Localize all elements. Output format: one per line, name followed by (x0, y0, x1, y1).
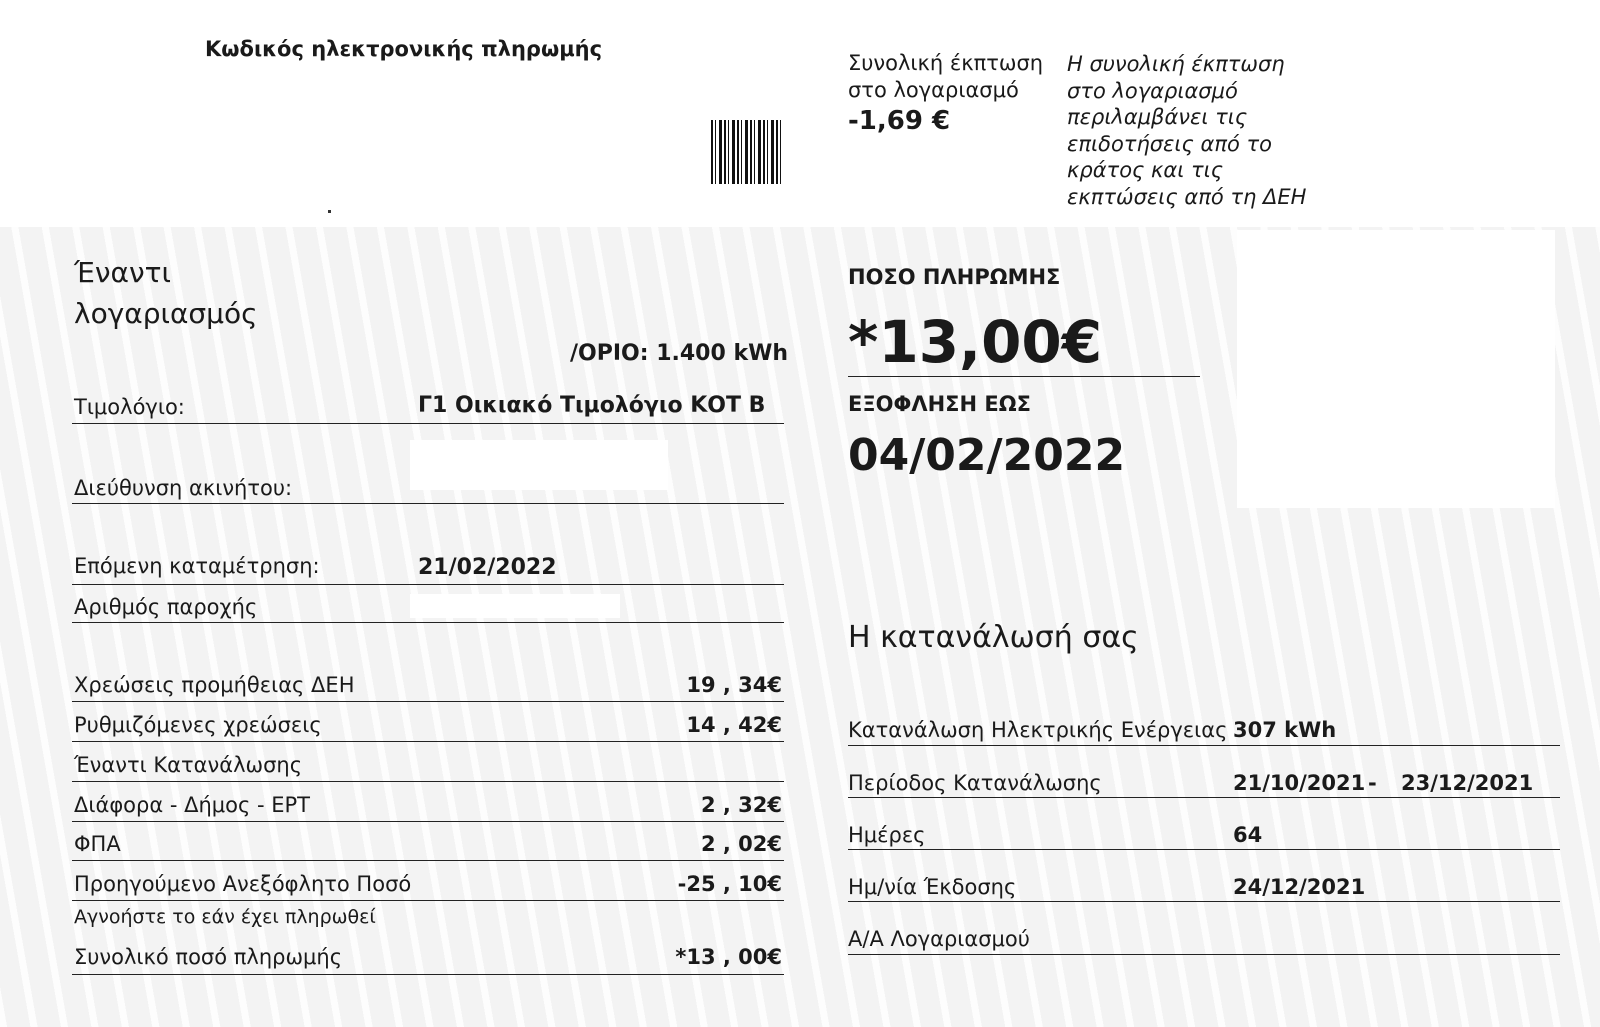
epayment-code-label: Κωδικός ηλεκτρονικής πληρωμής (205, 37, 603, 61)
supply-number-label: Αριθμός παροχής (74, 595, 258, 619)
total-underline (72, 974, 784, 975)
payment-amount-value: *13,00€ (848, 308, 1103, 376)
consumption-limit: /ΟΡΙΟ: 1.400 kWh (570, 341, 789, 366)
period-dash: - (1368, 771, 1377, 795)
charge-value-vat: 2 , 02€ (700, 832, 782, 856)
charge-label-misc: Διάφορα - Δήμος - ΕΡΤ (74, 793, 311, 817)
next-reading-label: Επόμενη καταμέτρηση: (74, 554, 320, 578)
days-value: 64 (1233, 823, 1263, 847)
charge-underline (72, 741, 784, 742)
energy-underline (848, 745, 1560, 746)
discount-label-line2: στο λογαριασμό (848, 78, 1019, 102)
issue-date-label: Ημ/νία Έκδοσης (848, 875, 1017, 899)
period-underline (848, 797, 1560, 798)
address-label: Διεύθυνση ακινήτου: (74, 476, 293, 500)
address-redacted-box (410, 440, 668, 490)
charge-label-against-consumption: Έναντι Κατανάλωσης (74, 753, 303, 777)
issue-date-underline (848, 901, 1560, 902)
next-reading-underline (72, 584, 784, 585)
total-label: Συνολικό ποσό πληρωμής (74, 945, 343, 969)
account-number-underline (848, 954, 1560, 955)
period-to: 23/12/2021 (1401, 771, 1534, 795)
charge-underline (72, 860, 784, 861)
energy-consumption-value: 307 kWh (1233, 718, 1337, 742)
barcode (711, 120, 781, 184)
ignore-if-paid-note: Αγνοήστε το εάν έχει πληρωθεί (74, 906, 376, 928)
days-label: Ημέρες (848, 823, 926, 847)
charge-value-supply: 19 , 34€ (686, 673, 782, 697)
charge-value-previous-unpaid: -25 , 10€ (677, 872, 782, 896)
tariff-value: Γ1 Οικιακό Τιμολόγιο ΚΟΤ Β (418, 393, 766, 418)
qr-redacted-box (1237, 230, 1555, 508)
payment-amount-underline (848, 376, 1200, 377)
charge-underline (72, 900, 784, 901)
charge-value-regulated: 14 , 42€ (686, 713, 782, 737)
account-number-label: Α/Α Λογαριασμού (848, 927, 1030, 951)
supply-number-underline (72, 622, 784, 623)
discount-value: -1,69 € (848, 106, 951, 136)
discount-note: Η συνολική έκπτωση στο λογαριασμό περιλαμβάνει τις επιδοτήσεις από το κράτος και τις εκπτώσεις από τη ΔΕΗ (1067, 52, 1307, 209)
bill-title-line1: Έναντι (74, 256, 171, 289)
total-value: *13 , 00€ (675, 945, 782, 969)
charge-label-regulated: Ρυθμιζόμενες χρεώσεις (74, 713, 322, 737)
charge-underline (72, 821, 784, 822)
charge-value-misc: 2 , 32€ (700, 793, 782, 817)
charge-underline (72, 701, 784, 702)
issue-date-value: 24/12/2021 (1233, 875, 1366, 899)
due-date-value: 04/02/2022 (848, 430, 1126, 481)
due-date-label: ΕΞΟΦΛΗΣΗ ΕΩΣ (848, 392, 1031, 416)
supply-number-redacted-box (410, 594, 620, 618)
charge-label-supply: Χρεώσεις προμήθειας ΔΕΗ (74, 673, 355, 697)
consumption-title: Η κατανάλωσή σας (848, 620, 1139, 655)
charge-label-vat: ΦΠΑ (74, 832, 121, 856)
payment-amount-label: ΠΟΣΟ ΠΛΗΡΩΜΗΣ (848, 265, 1061, 289)
energy-consumption-label: Κατανάλωση Ηλεκτρικής Ενέργειας (848, 718, 1228, 742)
dot-mark (328, 210, 331, 213)
bill-title-line2: λογαριασμός (74, 297, 258, 330)
tariff-underline (72, 423, 784, 424)
charge-underline (72, 781, 784, 782)
period-from: 21/10/2021 (1233, 771, 1366, 795)
next-reading-value: 21/02/2022 (418, 555, 557, 580)
tariff-label: Τιμολόγιο: (74, 395, 185, 419)
period-label: Περίοδος Κατανάλωσης (848, 771, 1102, 795)
address-underline (72, 503, 784, 504)
days-underline (848, 849, 1560, 850)
discount-label-line1: Συνολική έκπτωση (848, 51, 1044, 75)
charge-label-previous-unpaid: Προηγούμενο Ανεξόφλητο Ποσό (74, 872, 412, 896)
